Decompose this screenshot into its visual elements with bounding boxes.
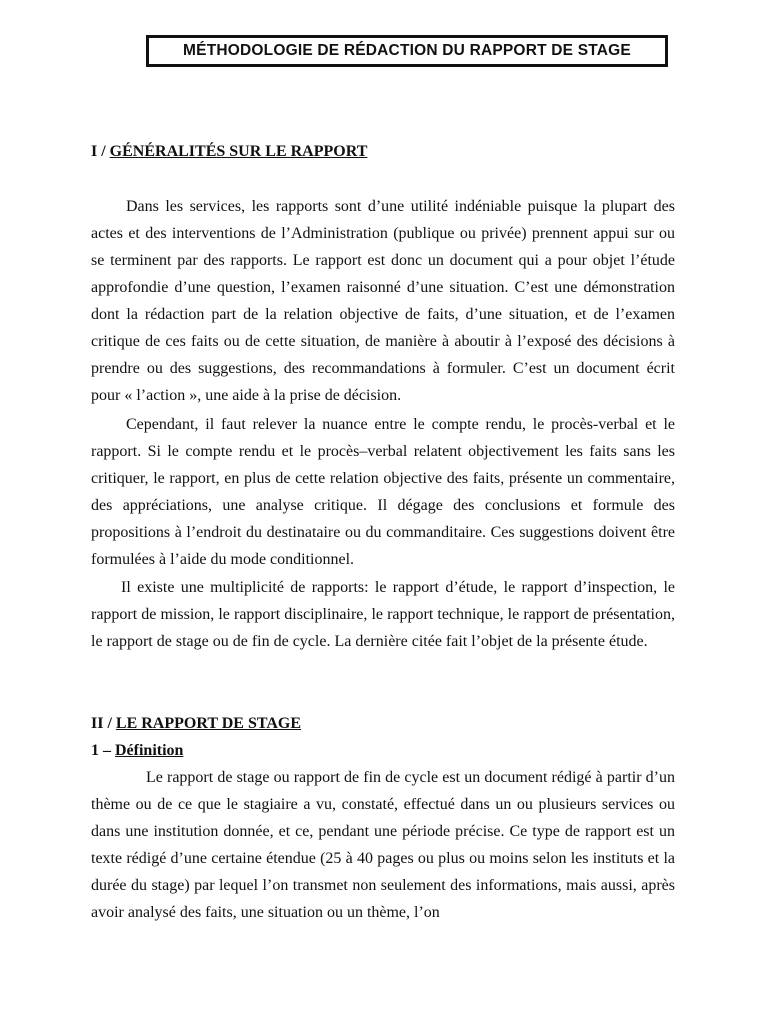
section-2-title: LE RAPPORT DE STAGE [115,715,302,732]
subsection-number: 1 – [91,742,115,759]
subsection-definition-heading [91,742,183,760]
section-2-heading [91,715,301,733]
section-1-heading [91,143,367,161]
section-1-paragraph-2: Cependant, il faut relever la nuance entre le compte rendu, le procès-verbal et le rapport. Si le compte rendu et le procès–verbal relatent objectivement les faits sans les critiquer, le rapport, en plus de cette relation objective des faits, présente un commentaire, des appréciations, une analyse critique. Il dégage des conclusions et formule des propositions à l’endroit du destinataire ou du commanditaire. Ces suggestions doivent être formulées à l’aide du mode conditionnel. [91,416,675,568]
section-1-number: I / [91,143,110,160]
section-2-number: II / [91,715,116,732]
document-title-text: MÉTHODOLOGIE DE RÉDACTION DU RAPPORT DE STAGE [183,42,631,59]
section-1-title: GÉNÉRALITÉS SUR LE RAPPORT [109,143,368,160]
document-title [146,35,668,67]
definition-paragraph: Le rapport de stage ou rapport de fin de cycle est un document rédigé à partir d’un thème ou de ce que le stagiaire a vu, constaté, effectué dans un ou plusieurs services ou dans une institution donnée, et ce, pendant une période précise. Ce type de rapport est un texte rédigé d’une certaine étendue (25 à 40 pages ou plus ou moins selon les instituts et la durée du stage) par lequel l’on transmet non seulement des informations, mais aussi, après avoir analysé des faits, une situation ou un thème, l’on [91,769,675,921]
subsection-title: Définition [115,742,184,759]
section-1-paragraph-3: Il existe une multiplicité de rapports: le rapport d’étude, le rapport d’inspection, le rapport de mission, le rapport disciplinaire, le rapport technique, le rapport de présentation, le rapport de stage ou de fin de cycle. La dernière citée fait l’objet de la présente étude. [91,579,675,650]
section-1-paragraph-1: Dans les services, les rapports sont d’une utilité indéniable puisque la plupart des actes et des interventions de l’Administration (publique ou privée) prennent appui sur ou se terminent par des rapports. Le rapport est donc un document qui a pour objet l’étude approfondie d’une question, l’examen raisonné d’une situation. C’est une démonstration dont la rédaction part de la relation objective de faits, d’une situation, et de l’examen critique de ces faits ou de cette situation, de manière à aboutir à l’exposé des décisions à prendre ou des suggestions, des recommandations à formuler. C’est un document écrit pour « l’action », une aide à la prise de décision. [91,198,675,404]
